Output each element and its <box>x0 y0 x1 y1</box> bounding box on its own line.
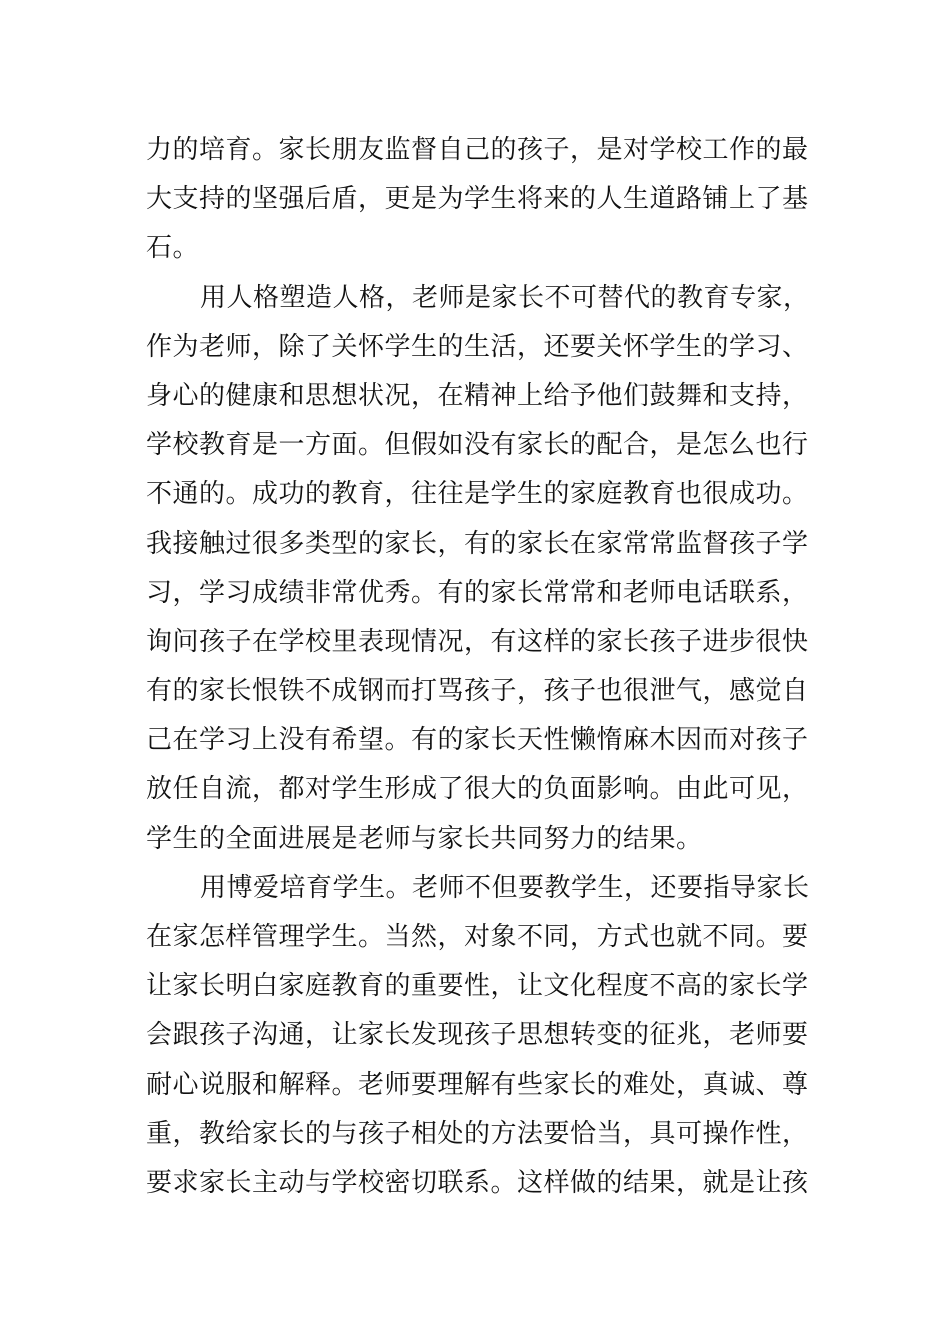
text-line: 学校教育是一方面。但假如没有家长的配合，是怎么也行 <box>146 430 809 461</box>
paragraph-first-line: 用博爱培育学生。老师不但要教学生，还要指导家长 <box>200 872 810 903</box>
text-line: 习，学习成绩非常优秀。有的家长常常和老师电话联系， <box>146 577 809 608</box>
text-line: 己在学习上没有希望。有的家长天性懒惰麻木因而对孩子 <box>146 725 809 756</box>
text-line: 不通的。成功的教育，往往是学生的家庭教育也很成功。 <box>146 479 809 510</box>
text-line: 我接触过很多类型的家长，有的家长在家常常监督孩子学 <box>146 528 809 559</box>
text-line: 身心的健康和思想状况，在精神上给予他们鼓舞和支持， <box>146 380 809 411</box>
text-line: 让家长明白家庭教育的重要性，让文化程度不高的家长学 <box>146 971 809 1002</box>
text-line: 石。 <box>146 233 200 264</box>
text-line: 重，教给家长的与孩子相处的方法要恰当，具可操作性， <box>146 1118 809 1149</box>
body-text <box>146 126 810 1208</box>
text-line: 学生的全面进展是老师与家长共同努力的结果。 <box>146 823 703 854</box>
text-line: 作为老师，除了关怀学生的生活，还要关怀学生的学习、 <box>146 331 809 362</box>
text-line: 在家怎样管理学生。当然，对象不同，方式也就不同。要 <box>146 922 809 952</box>
text-line: 放任自流，都对学生形成了很大的负面影响。由此可见， <box>146 774 809 805</box>
text-line: 大支持的坚强后盾，更是为学生将来的人生道路铺上了基 <box>146 184 809 215</box>
text-line: 会跟孩子沟通，让家长发现孩子思想转变的征兆，老师要 <box>146 1020 809 1051</box>
text-line: 有的家长恨铁不成钢而打骂孩子，孩子也很泄气，感觉自 <box>146 676 809 707</box>
text-line: 耐心说服和解释。老师要理解有些家长的难处，真诚、尊 <box>146 1069 809 1100</box>
text-line: 询问孩子在学校里表现情况，有这样的家长孩子进步很快 <box>146 626 809 657</box>
text-line: 力的培育。家长朋友监督自己的孩子，是对学校工作的最 <box>146 135 809 165</box>
paragraph-first-line: 用人格塑造人格，老师是家长不可替代的教育专家， <box>200 282 810 313</box>
text-line: 要求家长主动与学校密切联系。这样做的结果，就是让孩 <box>146 1167 809 1198</box>
